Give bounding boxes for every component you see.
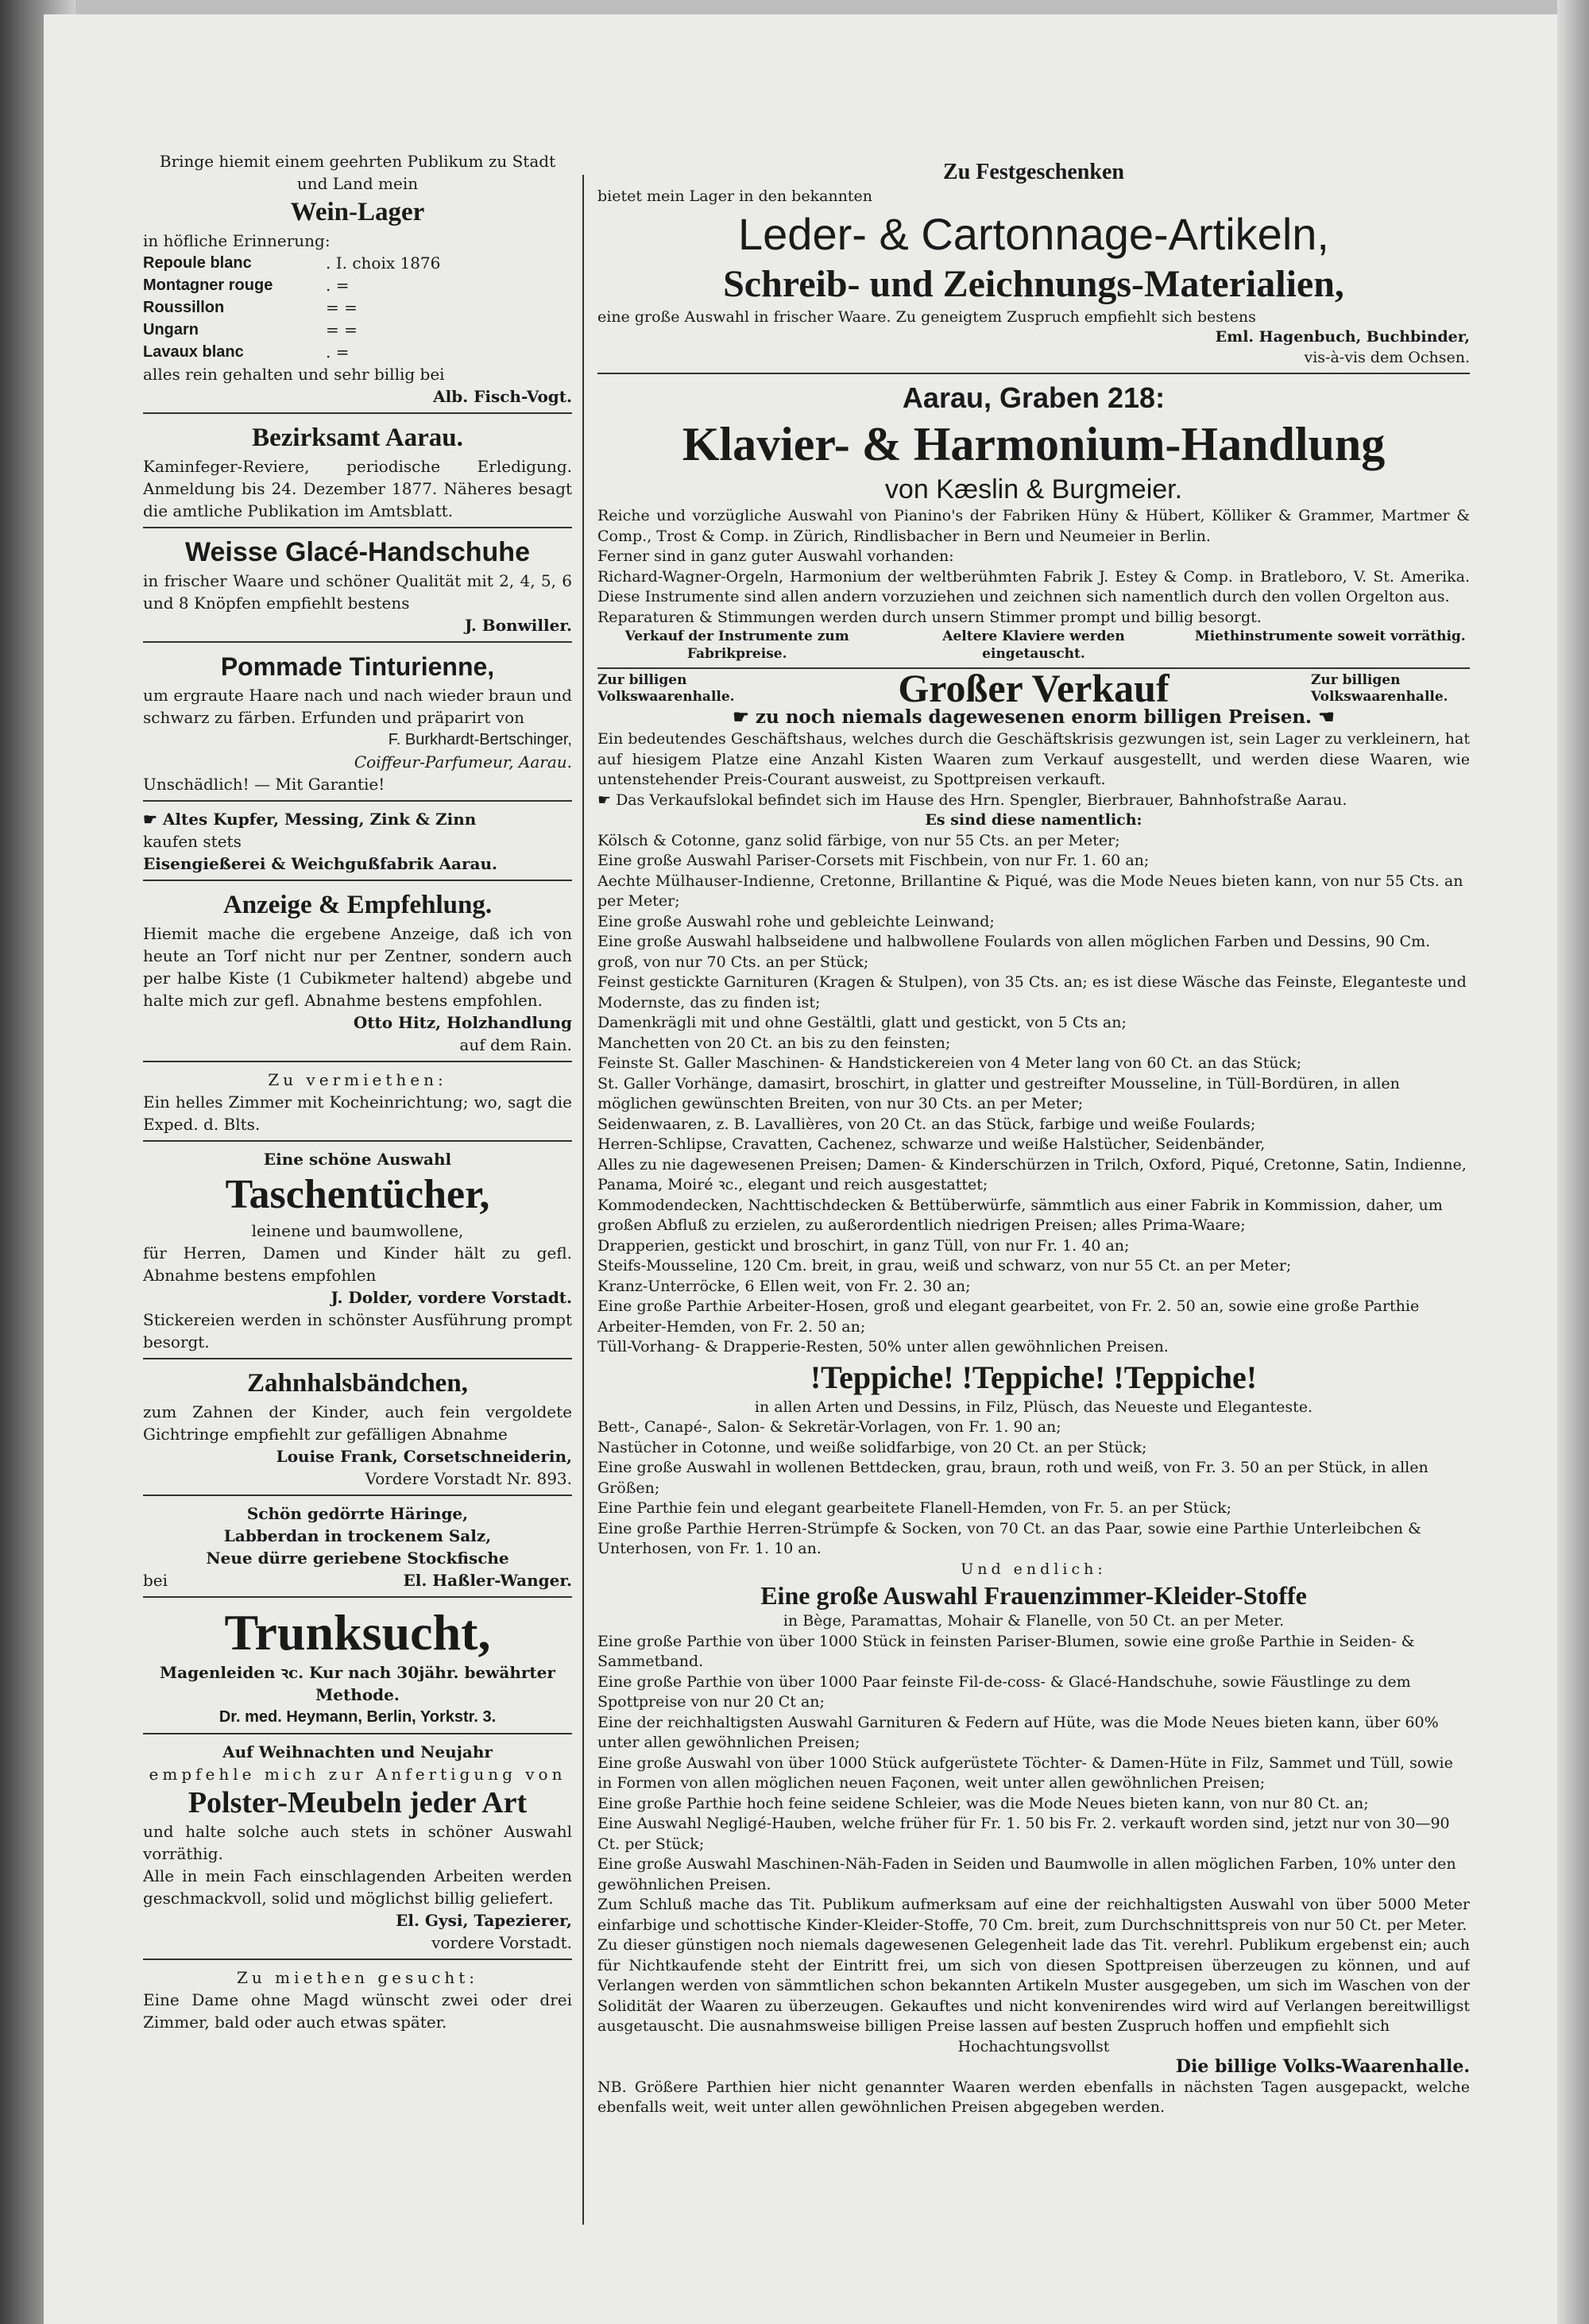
list-item: Eine große Parthie von über 1000 Stück in feinsten Pariser-Blumen, sowie eine große Parthie in Seiden- & Sammetband. xyxy=(597,1632,1415,1670)
list-item: Eine große Auswahl Pariser-Corsets mit Fischbein, von nur Fr. 1. 60 an; xyxy=(597,852,1150,869)
verkauf-p3: Es sind diese namentlich: xyxy=(925,811,1142,829)
fest-signature: Eml. Hagenbuch, Buchbinder, xyxy=(1215,328,1470,346)
ad-klavier xyxy=(597,377,1470,669)
polster-title: Polster-Meubeln jeder Art xyxy=(188,1786,528,1819)
wine-note: . I. choix 1876 xyxy=(326,253,441,273)
polster-pre2: empfehle mich zur Anfertigung von xyxy=(149,1765,566,1784)
klavier-address: Aarau, Graben 218: xyxy=(902,381,1166,414)
wine-title: Wein-Lager xyxy=(290,198,425,226)
list-item: Nastücher in Cotonne, und weiße solidfarbige, von 20 Ct. an per Stück; xyxy=(597,1438,1147,1456)
klavier-firm: von Kæslin & Burgmeier. xyxy=(884,474,1183,505)
verkauf-p4: Zum Schluß mache das Tit. Publikum aufmerksam auf eine der reichhaltigsten Auswahl von über 5000 Meter einfarbige und schottische Kinder-Kleider-Stoffe, 70 Cm. breit, zum Durchschnittspreis von nur 50 Ct. per Meter. xyxy=(597,1896,1470,1934)
ad-grosser-verkauf xyxy=(597,666,1470,2118)
tuecher-pre: Eine schöne Auswahl xyxy=(263,1150,452,1169)
teppich-heading: !Teppiche! !Teppiche! !Teppiche! xyxy=(810,1359,1258,1395)
list-item: Kranz-Unterröcke, 6 Ellen weit, von Fr. 2. 30 an; xyxy=(597,1277,971,1295)
ad-wine-lager xyxy=(143,147,572,414)
kupfer-text xyxy=(143,808,572,830)
polster-text2: Alle in mein Fach einschlagenden Arbeiten werden geschmackvoll, solid und möglichst billig geliefert. xyxy=(143,1866,572,1908)
trunk-doctor: Dr. med. Heymann, Berlin, Yorkstr. 3. xyxy=(218,1708,497,1726)
wine-name: Repoule blanc xyxy=(143,254,252,272)
wine-name: Roussillon xyxy=(143,299,225,316)
wine-signature: Alb. Fisch-Vogt. xyxy=(433,387,572,406)
kleider-sub: in Bège, Paramattas, Mohair & Flanelle, von 50 Ct. an per Meter. xyxy=(783,1612,1285,1630)
list-item: Eine Auswahl Negligé-Hauben, welche früher für Fr. 1. 50 bis Fr. 2. verkauft worden sind, jetzt nur von 30—90 Ct. per Stück; xyxy=(597,1815,1450,1853)
torf-title: Anzeige & Empfehlung. xyxy=(222,891,493,919)
list-item: Kölsch & Cotonne, ganz solid färbige, von nur 55 Cts. an per Meter; xyxy=(597,831,1120,849)
klavier-text1: Reiche und vorzügliche Auswahl von Pianino's der Fabriken Hüny & Hübert, Kölliker & Grammer, Martmer & Comp., Trost & Comp. in Zürich, Rindlisbacher in Bern und Neumeier in Berlin. xyxy=(597,507,1470,545)
list-item: Eine Parthie fein und elegant gearbeitete Flanell-Hemden, von Fr. 5. an per Stück; xyxy=(597,1499,1232,1517)
wine-name: Montagner rouge xyxy=(143,276,273,294)
ad-polster xyxy=(143,1738,572,1960)
torf-signature2: auf dem Rain. xyxy=(459,1035,572,1054)
list-item: Manchetten von 20 Ct. an bis zu den feinsten; xyxy=(597,1034,951,1052)
haering-line2: Labberdan in trockenem Salz, xyxy=(223,1526,492,1545)
list-item: Eine große Auswahl rohe und gebleichte Leinwand; xyxy=(597,912,995,930)
trunk-title: Trunksucht, xyxy=(224,1604,491,1661)
pommade-guarantee: Unschädlich! — Mit Garantie! xyxy=(143,775,385,794)
kupfer-signature: Eisengießerei & Weichgußfabrik Aarau. xyxy=(143,854,498,873)
klavier-foot-3: Miethinstrumente soweit vorräthig. xyxy=(1194,628,1466,644)
list-item: Eine große Parthie Arbeiter-Hosen, groß und elegant gearbeitet, von Fr. 2. 50 an, sowie eine große Parthie Arbeiter-Hemden, von Fr. 2. 50 an; xyxy=(597,1297,1420,1336)
tuecher-text1: leinene und baumwollene, xyxy=(251,1221,464,1240)
ad-haeringe xyxy=(143,1499,572,1598)
fest-line2: Schreib- und Zeichnungs-Materialien, xyxy=(723,262,1344,305)
verkauf-p2-text: Das Verkaufslokal befindet sich im Hause des Hrn. Spengler, Bierbrauer, Bahnhofstraße Aarau. xyxy=(616,791,1347,809)
wine-name: Lavaux blanc xyxy=(143,343,244,361)
list-item: Herren-Schlipse, Cravatten, Cachenez, schwarze und weiße Halstücher, Seidenbänder, xyxy=(597,1135,1266,1153)
glace-title: Weisse Glacé-Handschuhe xyxy=(185,537,530,567)
fest-line1: Leder- & Cartonnage-Artikeln, xyxy=(738,208,1329,259)
gesucht-text: Eine Dame ohne Magd wünscht zwei oder drei Zimmer, bald oder auch etwas später. xyxy=(143,1990,572,2032)
verkauf-header xyxy=(597,666,1470,711)
ad-bezirksamt xyxy=(143,417,572,528)
klavier-text4: Reparaturen & Stimmungen werden durch unsern Stimmer prompt und billig besorgt. xyxy=(597,608,1262,626)
haering-signature: El. Haßler-Wanger. xyxy=(403,1571,572,1590)
list-item: Steifs-Mousseline, 120 Cm. breit, in grau, weiß und schwarz, von nur 55 Ct. an per Meter; xyxy=(597,1257,1292,1274)
verkauf-list-3 xyxy=(597,1632,1470,1896)
column-divider xyxy=(582,175,584,2225)
klavier-foot-2: Aeltere Klaviere werden eingetauscht. xyxy=(942,628,1125,662)
teppich-sub: in allen Arten und Dessins, in Filz, Plüsch, das Neueste und Eleganteste. xyxy=(754,1398,1313,1416)
wine-name: Ungarn xyxy=(143,321,199,338)
pommade-title: Pommade Tinturienne, xyxy=(220,652,495,681)
polster-signature2: vordere Vorstadt. xyxy=(431,1933,572,1952)
verkauf-signature: Die billige Volks-Waarenhalle. xyxy=(1175,2056,1470,2077)
verkauf-list xyxy=(597,831,1470,1358)
verkauf-sub xyxy=(597,706,1470,729)
list-item: St. Galler Vorhänge, damasirt, broschirt, in glatter und gestreifter Mousseline, in Tüll-Bordüren, in allen möglichen gewünschten Breiten, von nur 30 Cts. an per Meter; xyxy=(597,1074,1400,1112)
klavier-foot-1: Verkauf der Instrumente zum Fabrikpreise. xyxy=(624,628,849,662)
verkauf-list-2 xyxy=(597,1417,1470,1560)
verkauf-side-right: Zur billigen Volkswaarenhalle. xyxy=(1311,672,1448,705)
trunk-text: Magenleiden ꝛc. Kur nach 30jähr. bewährter Methode. xyxy=(160,1663,555,1704)
klavier-title: Klavier- & Harmonium-Handlung xyxy=(682,418,1386,470)
torf-signature: Otto Hitz, Holzhandlung xyxy=(353,1013,572,1032)
verkauf-sub-text: zu noch niemals dagewesenen enorm billigen Preisen. xyxy=(755,706,1313,728)
tuecher-text3: Stickereien werden in schönster Ausführung prompt besorgt. xyxy=(143,1310,572,1351)
zahn-title: Zahnhalsbändchen, xyxy=(247,1369,468,1398)
vermieten-title: Zu vermiethen: xyxy=(268,1070,447,1089)
ad-taschentuecher xyxy=(143,1145,572,1359)
fest-intro: bietet mein Lager in den bekannten xyxy=(597,188,872,205)
ad-miethen-gesucht xyxy=(143,1963,572,2033)
verkauf-p5: Zu dieser günstigen noch niemals dagewesenen Gelegenheit lade das Tit. verehrl. Publikum ergebenst ein; auch für Nichtkaufende steht der Eintritt frei, um sich von diesen Spottpreisen überzeugen zu können, und auf Verlangen werden von sämmtlichen schon bekannten Artikeln Muster ausgegeben, um sich im Waschen von der Solidität der Waaren zu überzeugen. Gekauftes und nicht konvenirendes wird wird auf Verlangen bereitwilligst ausgetauscht. Die ausnahmsweise billigen Preise lassen auf besten Zuspruch hoffen und empfiehlt sich xyxy=(597,1936,1470,2035)
gesucht-title: Zu miethen gesucht: xyxy=(237,1968,478,1987)
kupfer-text2: kaufen stets xyxy=(143,832,242,851)
fest-signature2: vis-à-vis dem Ochsen. xyxy=(1304,348,1470,366)
wine-intro: Bringe hiemit einem geehrten Publikum zu Stadt und Land mein xyxy=(159,152,556,193)
polster-signature: El. Gysi, Tapezierer, xyxy=(396,1911,572,1930)
tuecher-signature: J. Dolder, vordere Vorstadt. xyxy=(331,1288,572,1307)
verkauf-endlich: Und endlich: xyxy=(961,1560,1107,1578)
ad-trunksucht xyxy=(143,1601,572,1734)
left-column xyxy=(143,147,572,2221)
tuecher-title: Taschentücher, xyxy=(225,1172,490,1217)
bezirksamt-text: Kaminfeger-Reviere, periodische Erledigung. Anmeldung bis 24. Dezember 1877. Näheres besagt die amtliche Publikation im Amtsblatt. xyxy=(143,457,572,520)
wine-list xyxy=(143,252,572,363)
klavier-footer xyxy=(597,628,1470,663)
list-item: Damenkrägli mit und ohne Gestältli, glatt und gestickt, von 5 Cts an; xyxy=(597,1014,1127,1031)
verkauf-nb: NB. Größere Parthien hier nicht genannter Waaren werden ebenfalls in nächsten Tagen ausgepackt, welche ebenfalls weit, weit unter allen gewöhnlichen Preisen abgegeben werden. xyxy=(597,2078,1470,2116)
list-item: Aechte Mülhauser-Indienne, Cretonne, Brillantine & Piqué, was die Mode Neues bieten kann, von nur 55 Cts. an per Meter; xyxy=(597,872,1463,910)
pommade-text: um ergraute Haare nach und nach wieder braun und schwarz zu färben. Erfunden und präparirt von xyxy=(143,686,572,727)
haering-bei: bei xyxy=(143,1571,168,1590)
ad-glace-handschuhe xyxy=(143,532,572,643)
verkauf-p1: Ein bedeutendes Geschäftshaus, welches durch die Geschäftskrisis gezwungen ist, sein Lager zu verkleinern, hat auf hiesigem Platze eine Anzahl Kisten Waaren zum Verkauf ausgestellt, und werden diese Waaren, wie untenstehender Preis-Courant ausweist, zu Spottpreisen verkauft. xyxy=(597,730,1470,788)
fest-title: Zu Festgeschenken xyxy=(943,160,1124,184)
klavier-text2: Ferner sind in ganz guter Auswahl vorhanden: xyxy=(597,547,954,565)
tuecher-text2: für Herren, Damen und Kinder hält zu gefl. Abnahme bestens empfohlen xyxy=(143,1243,572,1285)
wine-subtitle: in höfliche Erinnerung: xyxy=(143,231,331,250)
list-item: Eine große Auswahl von über 1000 Stück aufgerüstete Töchter- & Damen-Hüte in Filz, Sammet und Tüll, sowie in Formen von allen möglichen neuen Façonen, weit unter allen gewöhnlichen Preisen; xyxy=(597,1754,1453,1792)
haering-bei-row xyxy=(143,1569,572,1591)
list-item: Drapperien, gestickt und broschirt, in ganz Tüll, von nur Fr. 1. 40 an; xyxy=(597,1236,1130,1255)
zahn-signature2: Vordere Vorstadt Nr. 893. xyxy=(365,1469,572,1488)
polster-pre: Auf Weihnachten und Neujahr xyxy=(222,1742,493,1761)
pommade-maker-sub: Coiffeur-Parfumeur, Aarau. xyxy=(354,752,572,771)
pommade-maker: F. Burkhardt-Bertschinger, xyxy=(388,731,572,748)
haering-line3: Neue dürre geriebene Stockfische xyxy=(206,1549,509,1568)
verkauf-title: Großer Verkauf xyxy=(898,666,1170,711)
wine-note: = = xyxy=(326,320,358,339)
list-item: Feinste St. Galler Maschinen- & Handstickereien von 4 Meter lang von 60 Ct. an das Stück; xyxy=(597,1054,1302,1072)
ad-festgeschenke xyxy=(597,155,1470,374)
ad-pommade xyxy=(143,646,572,802)
list-item: Seidenwaaren, z. B. Lavallières, von 20 Ct. an das Stück, farbige und weiße Foulards; xyxy=(597,1115,1256,1133)
wine-note: = = xyxy=(326,298,358,317)
pointing-hand-left-icon: ☚ xyxy=(1312,706,1335,728)
ad-zahnhalsbaendchen xyxy=(143,1363,572,1496)
klavier-text3: Richard-Wagner-Orgeln, Harmonium der weltberühmten Fabrik J. Estey & Comp. in Bratleboro, V. St. Amerika. Diese Instrumente sind allen andern vorzuziehen und zeichnen sich namentlich durch den vollen Orgelton aus. xyxy=(597,567,1470,605)
list-item: Eine der reichhaltigsten Auswahl Garnituren & Federn auf Hüte, was die Mode Neues bieten kann, über 60% unter allen gewöhnlichen Preisen; xyxy=(597,1713,1439,1751)
glace-signature: J. Bonwiller. xyxy=(464,616,572,635)
list-item: Feinst gestickte Garnituren (Kragen & Stulpen), von 35 Cts. an; es ist diese Wäsche das Feinste, Eleganteste und Modernste, das zu finden ist; xyxy=(597,973,1467,1011)
kupfer-label: Altes Kupfer, Messing, Zink & Zinn xyxy=(162,810,477,829)
list-item: Eine große Parthie von über 1000 Paar feinste Fil-de-coss- & Glacé-Handschuhe, sowie Fäustlinge zu dem Spottpreise von nur 20 Ct an; xyxy=(597,1672,1411,1711)
list-item: Eine große Auswahl Maschinen-Näh-Faden in Seiden und Baumwolle in allen möglichen Farben, 10% unter den gewöhnlichen Preisen. xyxy=(597,1855,1456,1893)
verkauf-greeting: Hochachtungsvollst xyxy=(957,2037,1110,2055)
right-column xyxy=(597,155,1470,2221)
zahn-signature: Louise Frank, Corsetschneiderin, xyxy=(276,1447,572,1466)
pointing-hand-icon: ☛ xyxy=(733,706,756,728)
torf-text: Hiemit mache die ergebene Anzeige, daß ich von heute an Torf nicht nur per Zentner, sondern auch per halbe Kiste (1 Cubikmeter haltend) abgebe und halte mich zur gefl. Abnahme bestens empfohlen. xyxy=(143,924,572,1010)
list-item: Eine große Auswahl in wollenen Bettdecken, grau, braun, roth und weiß, von Fr. 3. 50 an per Stück, in allen Größen; xyxy=(597,1459,1429,1497)
haering-line1: Schön gedörrte Häringe, xyxy=(246,1504,469,1523)
list-item: Eine große Parthie hoch feine seidene Schleier, was die Mode Neues bieten kann, von nur 80 Ct. an; xyxy=(597,1794,1369,1812)
kleider-heading: Eine große Auswahl Frauenzimmer-Kleider-Stoffe xyxy=(760,1581,1307,1610)
ad-vermieten xyxy=(143,1065,572,1142)
list-item: Tüll-Vorhang- & Drapperie-Resten, 50% unter allen gewöhnlichen Preisen. xyxy=(597,1338,1169,1355)
fest-text: eine große Auswahl in frischer Waare. Zu geneigtem Zuspruch empfiehlt sich bestens xyxy=(597,307,1256,326)
wine-note: . = xyxy=(326,342,350,362)
glace-text: in frischer Waare und schöner Qualität mit 2, 4, 5, 6 und 8 Knöpfen empfiehlt bestens xyxy=(143,571,572,613)
ad-kupfer xyxy=(143,805,572,881)
list-item: Alles zu nie dagewesenen Preisen; Damen- & Kinderschürzen in Trilch, Oxford, Piqué, Cretonne, Satin, Indienne, Panama, Moiré ꝛc., elegant und reich ausgestattet; xyxy=(597,1155,1467,1193)
list-item: Eine große Parthie Herren-Strümpfe & Socken, von 70 Ct. an das Paar, sowie eine Parthie Unterleibchen & Unterhosen, von Fr. 1. 10 an. xyxy=(597,1519,1421,1557)
wine-note: . = xyxy=(326,276,350,295)
verkauf-side-left: Zur billigen Volkswaarenhalle. xyxy=(597,672,735,705)
verkauf-p2 xyxy=(597,791,1470,811)
page-edge xyxy=(1557,0,1589,2324)
ad-torf xyxy=(143,884,572,1062)
list-item: Eine große Auswahl halbseidene und halbwollene Foulards von allen möglichen Farben und Dessins, 90 Cm. groß, von nur 70 Cts. an per Stück; xyxy=(597,933,1431,971)
pointing-hand-icon: ☛ xyxy=(143,810,163,829)
pointing-hand-icon: ☛ xyxy=(597,791,617,809)
list-item: Bett-, Canapé-, Salon- & Sekretär-Vorlagen, von Fr. 1. 90 an; xyxy=(597,1418,1061,1436)
vermieten-text: Ein helles Zimmer mit Kocheinrichtung; wo, sagt die Exped. d. Blts. xyxy=(143,1092,572,1134)
list-item: Kommodendecken, Nachttischdecken & Bettüberwürfe, sämmtlich aus einer Fabrik in Kommission, daher, um großen Abfluß zu erzielen, zu außerordentlich niedrigen Preisen; alles Prima-Waare; xyxy=(597,1196,1443,1234)
polster-text: und halte solche auch stets in schöner Auswahl vorräthig. xyxy=(143,1822,572,1863)
bezirksamt-title: Bezirksamt Aarau. xyxy=(252,423,463,452)
wine-closing: alles rein gehalten und sehr billig bei xyxy=(143,365,445,384)
zahn-text: zum Zahnen der Kinder, auch fein vergoldete Gichtringe empfiehlt zur gefälligen Abnahme xyxy=(143,1402,572,1444)
